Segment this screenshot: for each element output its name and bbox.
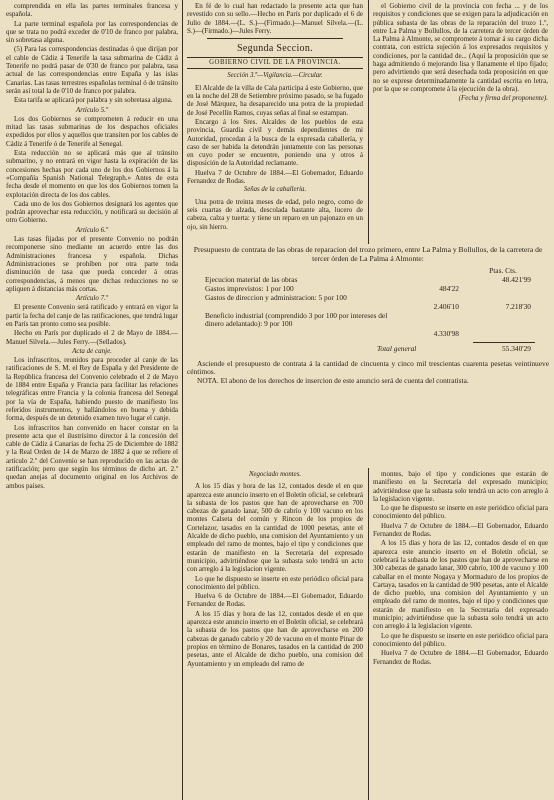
budget-total-rule xyxy=(473,342,535,343)
budget-nota: NOTA. El abono de los derechos de insercion de este anuncio será de cuenta del contratista. xyxy=(197,375,469,385)
column-middle-top xyxy=(187,2,363,244)
budget-row-partial: 484'22 xyxy=(439,283,459,293)
acta-heading: Acta de canje. xyxy=(72,346,112,355)
paragraph: A los 15 días y hora de las 12, contados desde el en que aparezca este anuncio inserto en el Boletín oficial, se celebrará la subasta de los pastos que han de aprovecharse en 200 cabezas de ganado cabrío y 20 de vacuno en el monte Pinar de propios en término de Bonares, tasados en la cantidad de 200 pesetas, ante el Alcalde de dicho pueblo, una comision del Ayuntamiento y un empleado del ramo de xyxy=(187,609,363,668)
paragraph: El Alcalde de la villa de Cala participa á este Gobierno, que en la noche del 28 de Setiembre próximo pasado, se ha fugado de José Márquez, ha desaparecido una potra de la propiedad de José Pecellín Ramos, cuyas señas al final se estampan. xyxy=(187,83,363,117)
budget-row-partial: 4.330'98 xyxy=(433,328,459,338)
paragraph: Lo que he dispuesto se inserte en este periódico oficial para conocimiento del público. xyxy=(373,631,548,648)
column-left xyxy=(6,2,178,800)
section-title: Segunda Seccion. xyxy=(237,43,313,55)
column-right-bottom xyxy=(373,470,548,800)
article-heading: Artículo 7.º xyxy=(75,294,109,303)
budget-total-label: Total general xyxy=(377,343,417,353)
column-divider xyxy=(182,0,183,800)
paragraph: A los 15 días y hora de las 12, contados desde el en que aparezca este anuncio inserto en el Boletín oficial, se celebrará la subasta de los pastos que han de aprovecharse en 300 cabezas de ganado lanar, 300 cabrío, 100 de vacuno y 100 caballar en el monte Nogaya y Mormaduro de los propios de Cartaya, tasados en la cantidad de 900 pesetas, ante el Alcalde de dicho pueblo, una comision del Ayuntamiento y un empleado del ramo de montes, bajo el tipo y condiciones que estarán de manifiesto en la Secretaría del expresado municipio; advirtiéndose que la subasta solo tendrá un acto con arreglo á la legislacion vigente. xyxy=(373,539,548,631)
paragraph: Hecho en París por duplicado el 2 de Mayo de 1884.—Manuel Silvela.—Jules Ferry.—(Sellados). xyxy=(6,329,178,346)
paragraph: El presente Convenio será ratificado y entrará en vigor la partir la fecha del canje de las ratificaciones, que tendrá lugar en París tan pronto como sea posible. xyxy=(6,303,178,328)
paragraph: La parte terminal española por las correspondencias de que se trata no podrá exceder de 0'10 de franco por palabra, sin sobretasa alguna. xyxy=(6,19,178,45)
budget-row-label: Beneficio industrial (comprendido 3 por 100 por intereses del dinero adelantado): 9 por 100 xyxy=(205,310,388,329)
paragraph: A los 15 días y hora de las 12, contados desde el en que aparezca este anuncio inserto en el Boletín oficial, se celebrará la subasta de los pastos que han de aprovecharse en 700 cabezas de ganado lanar, 500 de cabrío y 100 vacuno en los montes Calseta del común y Rincon de los propios de Cortelazor, tasados en la cantidad de 1000 pesetas, ante el Alcalde de dicho pueblo, una comision del Ayuntamiento y un empleado del ramo de montes, bajo el tipo y condiciones que estarán de manifiesto en la Secretaría del expresado municipio, advirtiéndose que la subasta solo tendrá un acto con arreglo á la legislacion vigente. xyxy=(187,482,363,574)
subheading: Sección 3.ª—Vigilancia.—Circular. xyxy=(227,72,323,80)
budget-row-label: Gastos de direccion y administracion: 5 por 100 xyxy=(205,292,347,302)
paragraph: comprendida en ella las partes terminales francesa y española. xyxy=(6,2,178,19)
budget-row-amount: 48.421'99 xyxy=(501,274,531,284)
paragraph: el Gobierno civil de la provincia con fecha ... y de los requisitos y condiciones que se exigen para la adjudicación en pública subasta de las obras de la reparación del trozo 1.º, entre La Palma y Bollullos, de la carretera de tercer órden de La Palma á Almonte, se compromete á tomar á su cargo dicha contrata, con estricta sujeción á los expresados requisitos y condiciones, por la cantidad de... (Aquí la proposición que se haga admitiendo ó mejorando lisa y llanamente el tipo fijado; pero advirtiendo que será desechada toda proposición en que no se exprese determinadamente la cantidad escrita en letra, por la que se compromete á la ejecución de la obra). xyxy=(373,2,548,93)
paragraph: Encargo á los Sres. Alcaldes de los pueblos de esta provincia, Guardia civil y demás dependientes de mi Autoridad, procedan á la busca de la expresada caballería, y caso de ser habida la detendrán juntamente con las personas en cuyo poder se encuentre, poniendo una y otros á disposición de la Autoridad reclamante. xyxy=(187,117,363,168)
budget-row-amount: 7.218'30 xyxy=(505,301,531,311)
paragraph: Los infrascritos han convenido en hacer constar en la presente acta que el ilustrísimo director á la concesión del cable de Cádiz á Canarias de fecha 25 de Diciembre de 1882 y la Real Orden de 14 de Marzo de 1882 á que se refiere el artículo 2.º del Convenio se han reproducido en las actas de ratificación; pero que según los términos de dicho art. 2.º quedan anejas al documento original en los Archivos de ambos países. xyxy=(6,423,178,490)
budget-row xyxy=(187,292,549,311)
budget-total-value: 55.340'29 xyxy=(501,343,531,353)
budget-row xyxy=(187,312,549,339)
paragraph: Huelva 7 de Octubre de 1884.—El Gobernador, Eduardo Fernandez de Rodas. xyxy=(373,649,548,666)
budget-intro: Presupuesto de contrata de las obras de reparacion del trozo primero, entre La Palma y Bollullos, de la carretera de tercer órden de La Palma á Almonte: xyxy=(193,245,543,263)
column-divider xyxy=(368,468,369,800)
paragraph: Huelva 7 de Octubre de 1884.—El Gobernador, Eduardo Fernandez de Rodas. xyxy=(187,168,363,186)
signature-note: (Fecha y firma del proponente). xyxy=(458,94,548,103)
budget-block xyxy=(187,246,549,385)
paragraph: Esta tarifa se aplicará por palabra y sin sobretasa alguna. xyxy=(14,96,173,105)
subheading: Señas de la caballería. xyxy=(243,186,307,194)
column-middle-bottom xyxy=(187,470,363,800)
budget-total-row xyxy=(187,345,549,354)
paragraph: Lo que he dispuesto se inserte en este periódico oficial para conocimiento del público. xyxy=(373,504,548,521)
paragraph: Cada uno de los dos Gobiernos designará los agentes que podrán aprovechar esta reducción, y notificará su decisión al otro Gobierno. xyxy=(6,199,178,225)
budget-row-label: Gastos imprevistos: 1 por 100 xyxy=(205,283,294,293)
budget-row-label: Ejecucion material de las obras xyxy=(205,274,298,284)
budget-note: Asciende el presupuesto de contrata á la cantidad de cincuenta y cinco mil trescientas cuarenta pesetas veintinueve céntimos. xyxy=(187,358,549,377)
article-heading: Artículo 5.º xyxy=(75,105,109,114)
paragraph: (5) Para las correspondencias destinadas ó que dirijan por el cable de Cádiz á Tenerife la tasa submarina de Cádiz á Tenerife no podrá pasar de 0'30 de franco por palabra, tasa actual de las correspondencias entre España y las islas Canarias. Las tasas terrestres españolas terminal ó de tránsito serán así total la de 0'10 de franco por palabra. xyxy=(6,45,178,95)
column-divider xyxy=(368,0,369,244)
article-heading: Artículo 6.º xyxy=(75,225,109,234)
paragraph: En fé de lo cual han redactado la presente acta que han revestido con su sello.—Hecho en París por duplicado el 6 de Julio de 1884.—(L. S.)—(Firmado.)—Manuel Silvela.—(L. S.)—(Firmado.)—Jules Ferry. xyxy=(187,2,363,35)
column-right-top-content xyxy=(373,2,548,244)
budget-row-partial: 2.406'10 xyxy=(433,301,459,311)
subheading: Negociado montes. xyxy=(248,471,302,478)
section-subtitle: GOBIERNO CIVIL DE LA PROVINCIA. xyxy=(187,57,363,69)
paragraph: Huelva 6 de Octubre de 1884.—El Gobernador, Eduardo Fernandez de Rodas. xyxy=(187,592,363,609)
paragraph: Los dos Gobiernos se comprometen á reducir en una mitad las tasas submarinas de los despachos oficiales expedidos por ellos y aquellos que transiten por los cables de Cádiz á Tenerife ó de Tenerife al Senegal. xyxy=(6,114,178,148)
paragraph: Los infrascritos, reunidos para proceder al canje de las ratificaciones de S. M. el Rey de España y del Presidente de la República francesa del Convenio celebrado el 2 de Mayo de 1884 entre España y Francia para facilitar las relaciones telegráficas entre Francia y la colonia francesa del Senegal por la vía de España, habiendo puesto de manifiesto los referidos instrumentos, y hallándolos en buena y debida forma, después de un detenido examen tuvo lugar el canje. xyxy=(6,356,178,423)
paragraph: Las tasas fijadas por el presente Convenio no podrán recomponerse sino mediante un acuerdo entre las dos Administraciones francesa y española. Dichas Administraciones se prohíben por otra parte toda disminución de tasa que pueda conceder á otras correspondencias, á menos que dichas reducciones no se apliquen á distancias más cortas. xyxy=(6,235,178,293)
paragraph: montes, bajo el tipo y condiciones que estarán de manifiesto en la Secretaría del expresado municipio; advirtiéndose que la subasta solo tendrá un acto con arreglo á la legislacion vigente. xyxy=(373,470,548,503)
paragraph: Una potra de treinta meses de edad, pelo negro, como de seis cuartas de alzada, descolada bastante alta, lucero de cabeza, calza y tuerta: y tiene un reparo en un pajonazo en un ojo, sin hierro. xyxy=(187,197,363,231)
divider xyxy=(207,38,343,39)
budget-currency-header: Ptas. Cts. xyxy=(489,265,517,275)
paragraph: Lo que he dispuesto se inserte en este periódico oficial para conocimiento del público. xyxy=(187,574,363,591)
paragraph: Huelva 7 de Octubre de 1884.—El Gobernador, Eduardo Fernandez de Rodas. xyxy=(373,521,548,539)
paragraph: Esta reducción no se aplicará más que al tránsito submarino, y no entrará en vigor hasta la expiración de las concesiones hechas por cada uno de los dos Gobiernos á la «Compañía Spanish National Telegraph.» Antes de esta fecha desde el momento en que los dos Gobiernos tomen la explotación directa de los dos cables. xyxy=(6,149,178,199)
